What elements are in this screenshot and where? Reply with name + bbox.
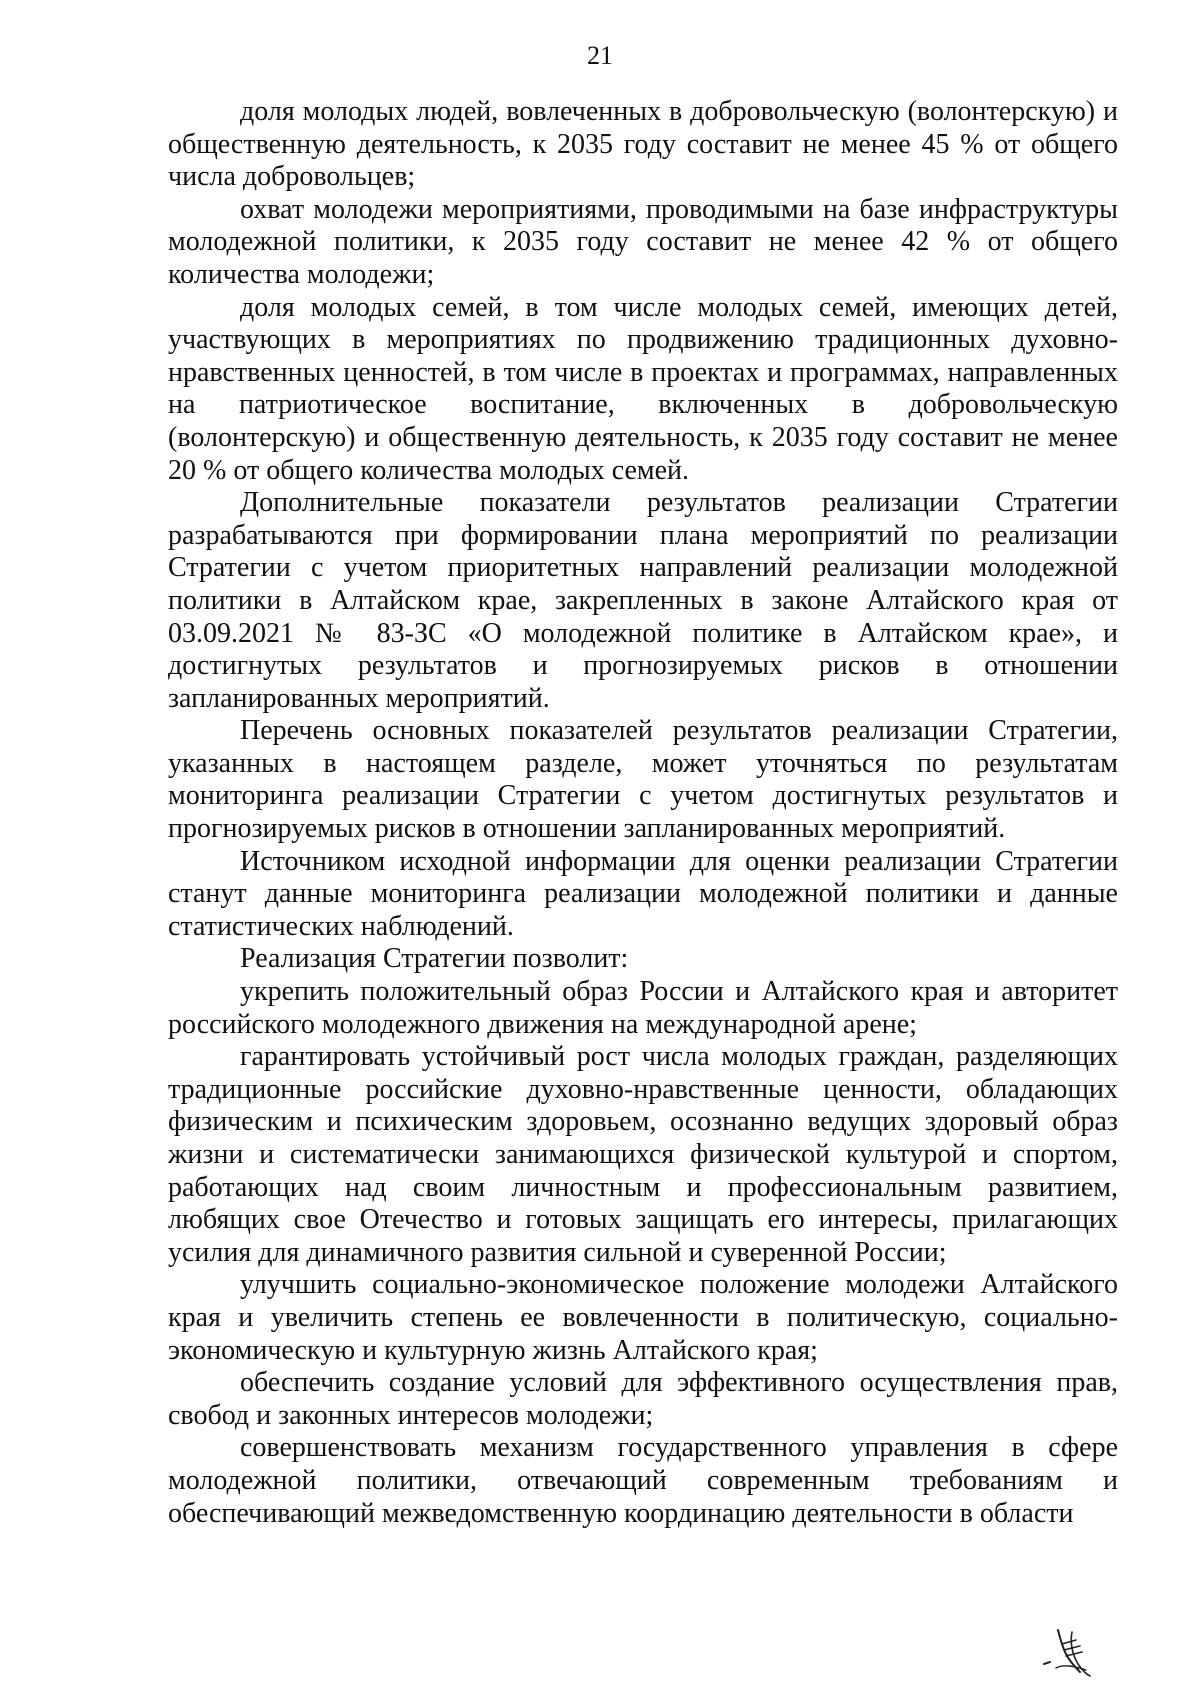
paragraph-improve-mechanism: совершенствовать механизм государственного управления в сфере молодежной политики, отвечающий современным требованиям и обеспечивающий межведомственную координацию деятельности в области <box>168 1432 1118 1529</box>
paragraph-indicator-infrastructure: охват молодежи мероприятиями, проводимыми на базе инфраструктуры молодежной политики, к 2035 году составит не менее 42 % от общего количества молодежи; <box>168 193 1118 290</box>
page-number: 21 <box>587 41 613 70</box>
paragraph-information-source: Источником исходной информации для оценки реализации Стратегии станут данные мониторинга реализации молодежной политики и данные статистических наблюдений. <box>168 845 1118 942</box>
paragraph-indicators-list: Перечень основных показателей результатов реализации Стратегии, указанных в настоящем разделе, может уточняться по результатам мониторинга реализации Стратегии с учетом достигнутых результатов и прогнозируемых рисков в отношении запланированных мероприятий. <box>168 715 1118 845</box>
paragraph-ensure-conditions: обеспечить создание условий для эффективного осуществления прав, свобод и законных интересов молодежи; <box>168 1367 1118 1431</box>
paragraph-guarantee-growth: гарантировать устойчивый рост числа молодых граждан, разделяющих традиционные российские духовно-нравственные ценности, обладающих физическим и психическим здоровьем, осознанно ведущих здоровый образ жизни и систематически занимающихся физической культурой и спортом, работающих над своим личностным и профессиональным развитием, любящих свое Отечество и готовых защищать его интересы, прилагающих усилия для динамичного развития сильной и суверенной России; <box>168 1041 1118 1268</box>
paragraph-strengthen-image: укрепить положительный образ России и Алтайского края и авторитет российского молодежного движения на международной арене; <box>168 976 1118 1040</box>
paragraph-additional-indicators: Дополнительные показатели результатов реализации Стратегии разрабатываются при формировании плана мероприятий по реализации Стратегии с учетом приоритетных направлений реализации молодежной политики в Алтайском крае, закрепленных в законе Алтайского края от 03.09.2021 № 83-ЗС «О молодежной политике в Алтайском крае», и достигнутых результатов и прогнозируемых рисков в отношении запланированных мероприятий. <box>168 487 1118 714</box>
paragraph-improve-position: улучшить социально-экономическое положение молодежи Алтайского края и увеличить степень ее вовлеченности в политическую, социально-экономическую и культурную жизнь Алтайского края; <box>168 1269 1118 1366</box>
paragraph-strategy-allows: Реализация Стратегии позволит: <box>240 943 629 975</box>
document-body <box>168 96 1118 1530</box>
handwritten-signature <box>1036 1624 1096 1680</box>
paragraph-indicator-volunteers: доля молодых людей, вовлеченных в добровольческую (волонтерскую) и общественную деятельность, к 2035 году составит не менее 45 % от общего числа добровольцев; <box>168 96 1118 193</box>
paragraph-indicator-young-families: доля молодых семей, в том числе молодых семей, имеющих детей, участвующих в мероприятиях по продвижению традиционных духовно-нравственных ценностей, в том числе в проектах и программах, направленных на патриотическое воспитание, включенных в добровольческую (волонтерскую) и общественную деятельность, к 2035 году составит не менее 20 % от общего количества молодых семей. <box>168 291 1118 486</box>
